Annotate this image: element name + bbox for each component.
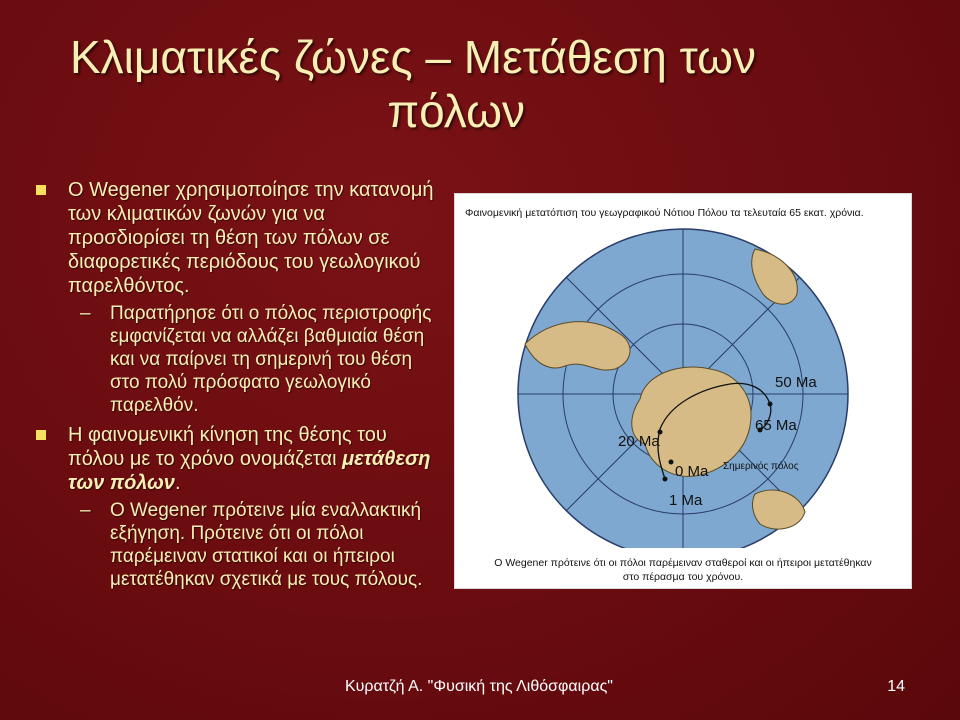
sub-bullet-1: [36, 302, 446, 417]
figure-caption-bottom-2: στο πέρασμα του χρόνου.: [622, 571, 744, 583]
slide-content: [36, 178, 446, 597]
polar-wander-figure: [454, 193, 912, 589]
label-1ma: 1 Ma: [669, 492, 703, 509]
bullet-2-text-after: .: [174, 472, 181, 494]
bullet-1-text: Ο Wegener χρησιμοποίησε την κατανομή των κλιματικών ζωνών για να προσδιορίσει τη θέση των πόλων σε διαφορετικές περιόδους του γεωλογικού παρελθόντος.: [68, 179, 434, 297]
dash-icon: –: [80, 500, 91, 521]
pole-point-50ma: [768, 402, 773, 407]
title-line-1: Κλιματικές ζώνες – Μετάθεση των: [70, 31, 757, 83]
polar-wander-map: [455, 194, 911, 588]
label-50ma: 50 Ma: [775, 374, 817, 391]
dash-icon: –: [80, 303, 91, 324]
sub-bullet-1-text: Παρατήρησε ότι ο πόλος περιστροφής εμφανίζεται να αλλάζει βαθμιαία θέση και να παίρνει τη σημερινή του θέση στο πολύ πρόσφατο γεωλογικό παρελθόν.: [110, 303, 432, 416]
label-20ma: 20 Ma: [618, 433, 660, 450]
pole-point-0ma: [669, 460, 674, 465]
bullet-2-text-before: Η φαινομενική κίνηση της θέσης του πόλου με το χρόνο ονομάζεται: [68, 424, 387, 470]
label-65ma: 65 Ma: [755, 417, 797, 434]
footer-text: Κυρατζή Α. "Φυσική της Λιθόσφαιρας": [345, 678, 613, 695]
label-south-pole: Σημερινός πόλος: [723, 461, 799, 472]
bullet-2: [36, 423, 446, 495]
bullet-square-icon: [36, 430, 46, 440]
slide-title: [70, 30, 890, 138]
pole-point-1ma: [663, 477, 668, 482]
slide-footer: [345, 678, 905, 696]
label-0ma: 0 Ma: [675, 463, 709, 480]
sub-bullet-2-text: Ο Wegener πρότεινε μία εναλλακτική εξήγηση. Πρότεινε ότι οι πόλοι παρέμειναν στατικοί και οι ήπειροι μετατέθηκαν σχετικά με τους πόλους.: [110, 500, 423, 590]
figure-caption-bottom-1: Ο Wegener πρότεινε ότι οι πόλοι παρέμειναν σταθεροί και οι ήπειροι μετατέθηκαν: [494, 557, 872, 569]
bullet-square-icon: [36, 185, 46, 195]
sub-bullet-2: [36, 499, 446, 591]
title-line-2: πόλων: [387, 85, 525, 137]
figure-caption-top: Φαινομενική μετατόπιση του γεωγραφικού Νότιου Πόλου τα τελευταία 65 εκατ. χρόνια.: [465, 207, 864, 219]
bullet-1: [36, 178, 446, 298]
page-number: 14: [887, 678, 905, 695]
bullet-2-emphasis: μετάθεση των πόλων: [68, 448, 431, 494]
